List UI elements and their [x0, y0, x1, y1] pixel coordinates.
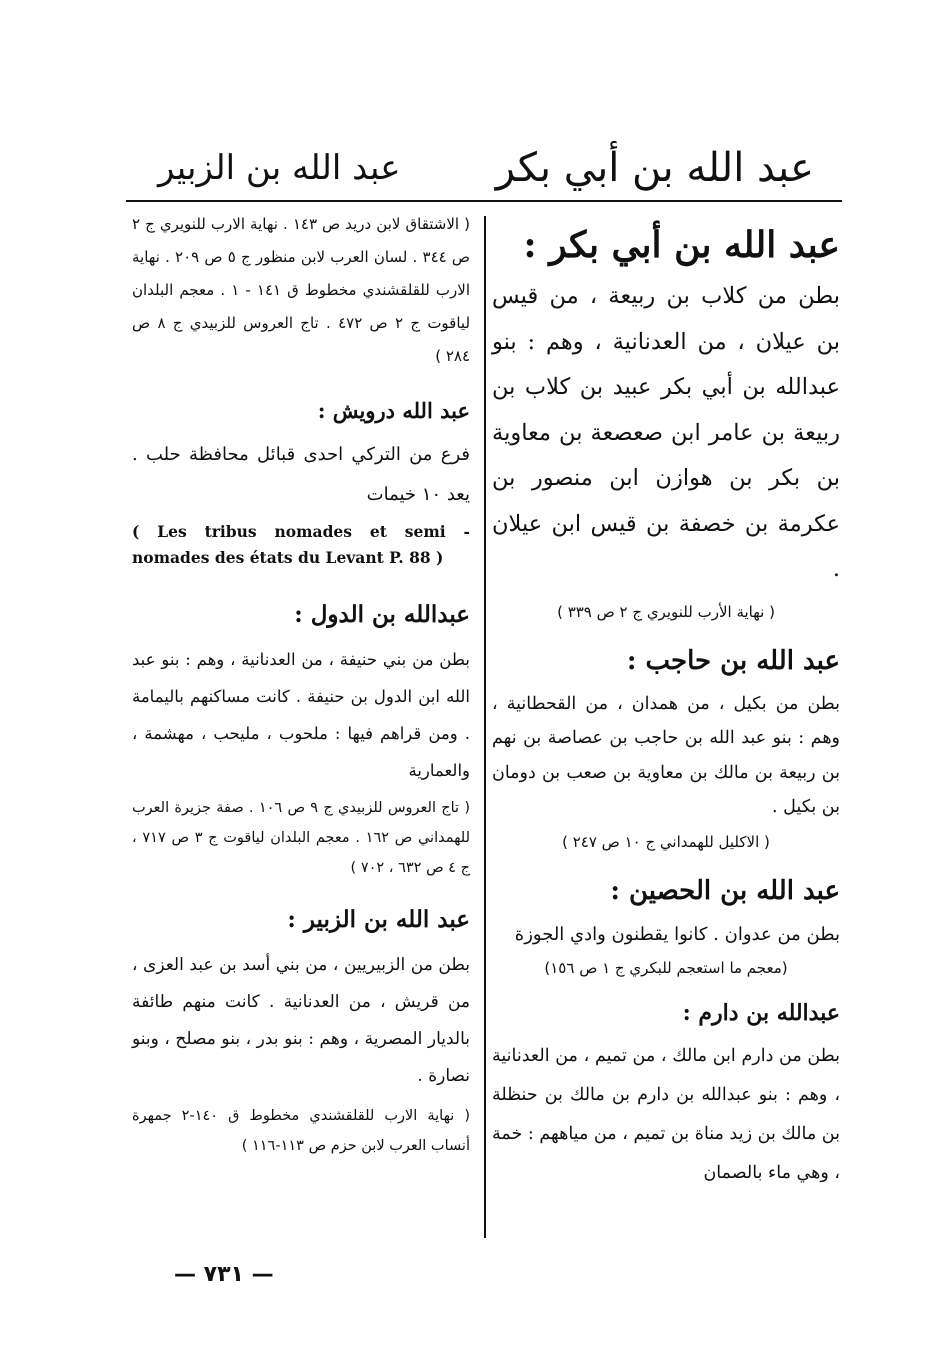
- entry-heading: عبدالله بن دارم :: [682, 999, 840, 1026]
- entry-reference: ( نهاية الارب للقلقشندي مخطوط ق ١٤٠-٢ جمهرة أنساب العرب لابن حزم ص ١١٣-١١٦ ): [132, 1108, 470, 1154]
- entry-heading: عبد الله بن الزبير :: [287, 906, 470, 933]
- entry-heading: عبد الله بن أبي بكر :: [523, 224, 840, 266]
- entry-reference: ( نهاية الأرب للنويري ج ٢ ص ٣٣٩ ): [557, 602, 775, 621]
- entry-body: بطن من عدوان . كانوا يقطنون وادي الجوزة: [514, 923, 840, 945]
- header-rule: [126, 200, 842, 202]
- entry-reference-latin: ( Les tribus nomades et semi - nomades des états du Levant P. 88 ): [132, 522, 470, 567]
- entry-body: بطن من بكيل ، من همدان ، من القحطانية ، وهم : بنو عبد الله بن حاجب بن عصاصة بن نهم بن ربيعة بن مالك بن معاوية بن صعب بن دومان بن بكيل .: [492, 693, 840, 817]
- entry-heading: عبد الله بن حاجب :: [626, 645, 840, 676]
- page-number: — ٧٣١ —: [174, 1262, 274, 1287]
- entry-body: بطن من دارم ابن مالك ، من تميم ، من العدنانية ، وهم : بنو عبدالله بن دارم بن مالك بن حنظلة بن مالك بن زيد مناة بن تميم ، من مياههم : خمة ، وهي ماء بالصمان: [492, 1045, 840, 1183]
- entry-heading: عبد الله درويش :: [317, 398, 470, 423]
- entry-reference: (معجم ما استعجم للبكري ج ١ ص ١٥٦): [544, 958, 788, 977]
- entry-body: بطن من كلاب بن ربيعة ، من قيس بن عيلان ، من العدنانية ، وهم : بنو عبدالله بن أبي بكر عبيد بن كلاب بن ربيعة بن عامر ابن صعصعة بن معاوية بن بكر بن هوازن ابن منصور بن عكرمة بن خصفة بن قيس ابن عيلان .: [492, 283, 840, 582]
- entry-body: فرع من التركي احدى قبائل محافظة حلب . يعد ١٠ خيمات: [132, 444, 470, 505]
- entry-heading: عبدالله بن الدول :: [294, 601, 470, 628]
- left-column: [132, 206, 470, 1161]
- running-header-right: عبد الله بن أبي بكر: [495, 145, 814, 191]
- entry-body: بطن من الزبيريين ، من بني أسد بن عبد العزى ، من قريش ، من العدنانية . كانت منهم طائفة بالديار المصرية ، وهم : بنو بدر ، بنو مصلح ، وبنو نصارة .: [132, 955, 470, 1086]
- entry-body: بطن من بني حنيفة ، من العدنانية ، وهم : بنو عبد الله ابن الدول بن حنيفة . كانت مساكنهم باليمامة . ومن قراهم فيها : ملحوب ، مليحب ، مهشمة ، والعمارية: [132, 650, 470, 780]
- entry-heading: عبد الله بن الحصين :: [610, 875, 840, 906]
- entry-reference: ( الاشتقاق لابن دريد ص ١٤٣ . نهاية الارب للنويري ج ٢ ص ٣٤٤ . لسان العرب لابن منظور ج ٥ ص ٢٠٩ . نهاية الارب للقلقشندي مخطوط ق ١٤١ - ١ . معجم البلدان لياقوت ج ٢ ص ٤٧٢ . تاج العروس للزبيدي ج ٨ ص ٢٨٤ ): [132, 215, 471, 365]
- column-divider: [484, 216, 486, 1238]
- entry-reference: ( الاكليل للهمداني ج ١٠ ص ٢٤٧ ): [562, 832, 770, 851]
- entry-reference: ( تاج العروس للزبيدي ج ٩ ص ١٠٦ . صفة جزيرة العرب للهمداني ص ١٦٢ . معجم البلدان لياقوت ج ٣ ص ٧١٧ ، ج ٤ ص ٦٣٢ ، ٧٠٢ ): [132, 800, 471, 876]
- right-column: [492, 206, 840, 1193]
- running-header-left: عبد الله بن الزبير: [158, 148, 401, 188]
